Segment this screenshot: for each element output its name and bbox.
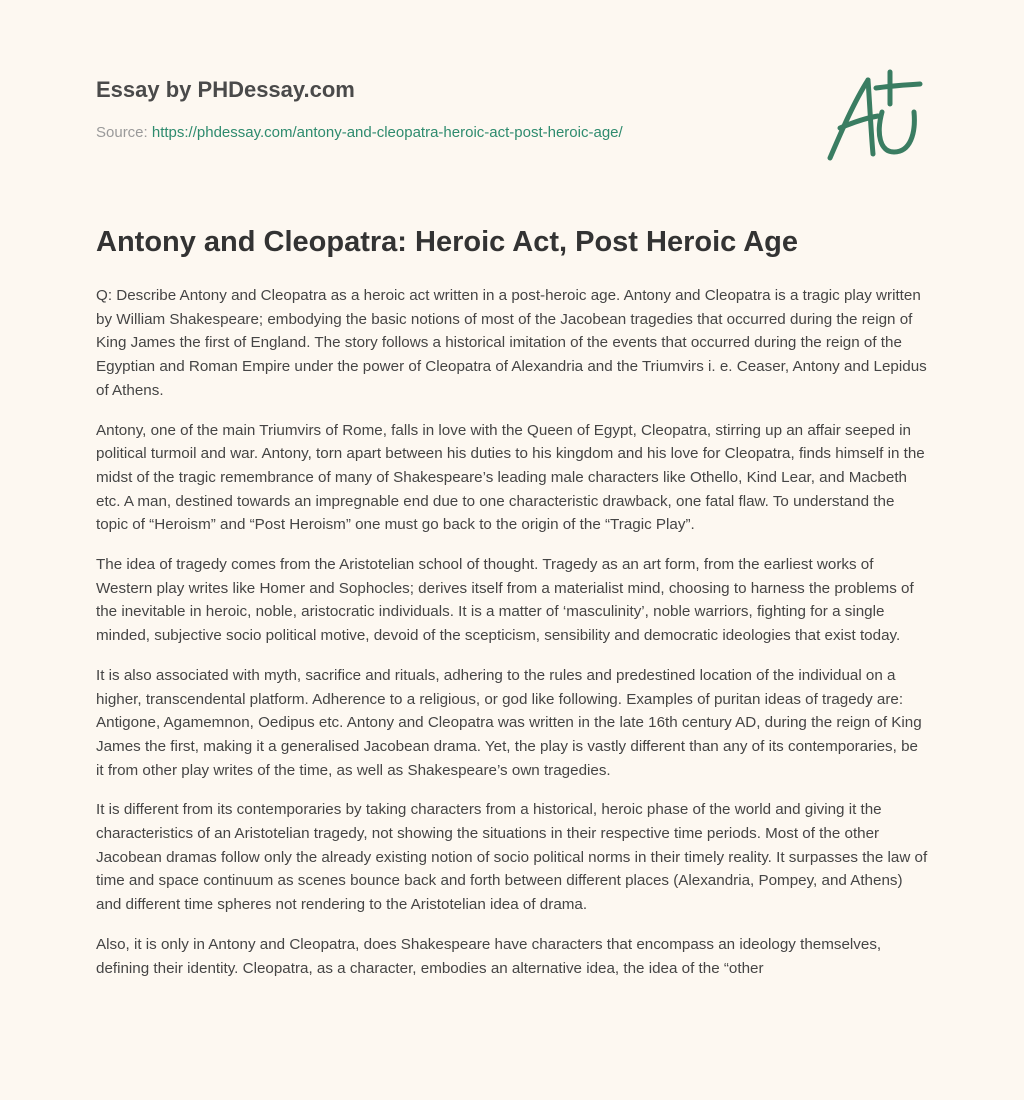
- essay-paragraph: Q: Describe Antony and Cleopatra as a heroic act written in a post-heroic age. Antony and Cleopatra is a tragic play written by William Shakespeare; embodying the basic notions of most of the Jacobean tragedies that occurred during the reign of King James the first of England. The story follows a historical imitation of the events that occurred during the reign of the Egyptian and Roman Empire under the power of Cleopatra of Alexandria and the Triumvirs i. e. Ceaser, Antony and Lepidus of Athens.: [96, 287, 927, 399]
- source-line: [96, 124, 623, 141]
- essay-paragraph: It is also associated with myth, sacrifice and rituals, adhering to the rules and predestined location of the individual on a higher, transcendental platform. Adherence to a religious, or god like following. Examples of puritan ideas of tragedy are: Antigone, Agamemnon, Oedipus etc. Antony and Cleopatra was written in the late 16th century AD, during the reign of King James the first, making it a generalised Jacobean drama. Yet, the play is vastly different than any of its contemporaries, be it from other play writes of the time, as well as Shakespeare’s own tragedies.: [96, 666, 922, 779]
- essay-paragraph: Also, it is only in Antony and Cleopatra, does Shakespeare have characters that encompass an ideology themselves, defining their identity. Cleopatra, as a character, embodies an alternative idea, the idea of the “other: [96, 935, 882, 977]
- source-link[interactable]: https://phdessay.com/antony-and-cleopatra-heroic-act-post-heroic-age/: [151, 124, 623, 141]
- site-title: Essay by PHDessay.com: [96, 77, 355, 102]
- page-header: [96, 0, 928, 200]
- header: [96, 0, 928, 200]
- essay-paragraph: The idea of tragedy comes from the Aristotelian school of thought. Tragedy as an art form, from the earliest works of Western play writes like Homer and Sophocles; derives itself from a materialist mind, choosing to harness the problems of the inevitable in heroic, noble, aristocratic individuals. It is a matter of ‘masculinity’, noble warriors, fighting for a single minded, subjective socio political motive, devoid of the scepticism, sensibility and democratic ideologies that exist today.: [96, 556, 914, 645]
- essay-paragraph: It is different from its contemporaries by taking characters from a historical, heroic phase of the world and giving it the characteristics of an Aristotelian tragedy, not showing the situations in their respective time periods. Most of the other Jacobean dramas follow only the already existing notion of socio political norms in their timely reality. It surpasses the law of time and space continuum as scenes bounce back and forth between different places (Alexandria, Pompey, and Athens) and different time spheres not rendering to the Aristotelian idea of drama.: [96, 801, 928, 914]
- source-label: Source:: [96, 124, 148, 141]
- a-plus-logo-icon: [824, 68, 928, 166]
- essay-title: Antony and Cleopatra: Heroic Act, Post Heroic Age: [96, 226, 799, 258]
- essay-paragraph: Antony, one of the main Triumvirs of Rome, falls in love with the Queen of Egypt, Cleopatra, stirring up an affair seeped in political turmoil and war. Antony, torn apart between his duties to his kingdom and his love for Cleopatra, finds himself in the midst of the tragic remembrance of many of Shakespeare’s leading male characters like Othello, Kind Lear, and Macbeth etc. A man, destined towards an impregnable end due to one characteristic drawback, one fatal flaw. To understand the topic of “Heroism” and “Post Heroism” one must go back to the origin of the “Tragic Play”.: [96, 421, 925, 534]
- essay-body: [96, 284, 928, 996]
